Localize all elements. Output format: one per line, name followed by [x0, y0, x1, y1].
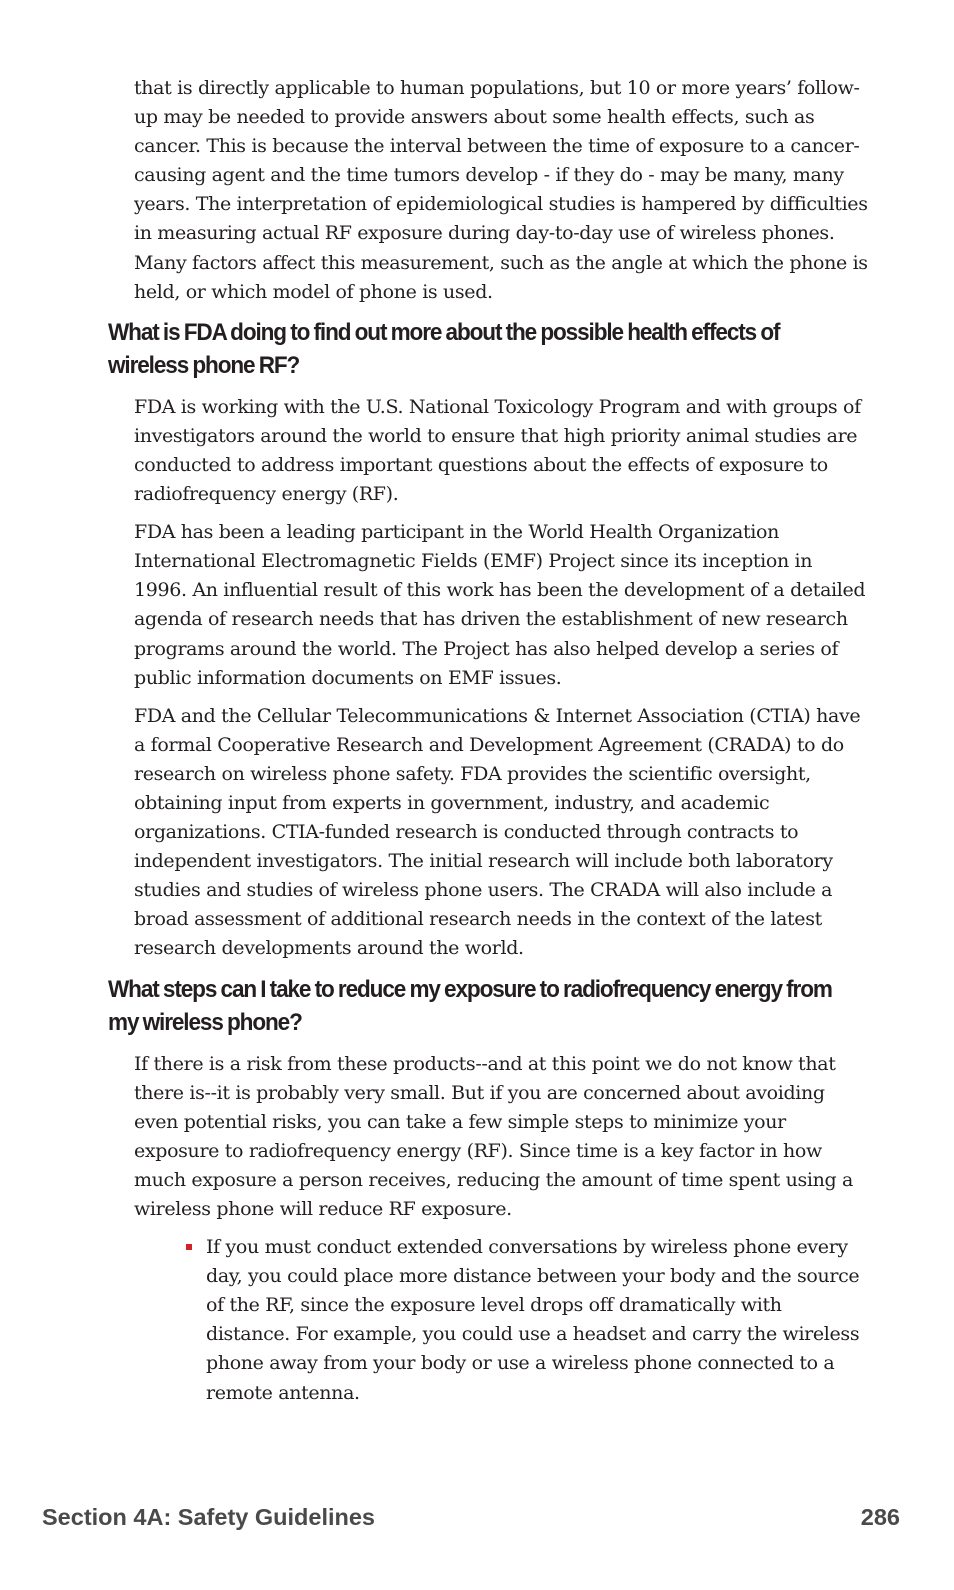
section-heading-fda-research: What is FDA doing to find out more about the possible health effects of wireless phone RF?: [108, 318, 780, 380]
section-heading-reduce-exposure: What steps can I take to reduce my exposure to radiofrequency energy from my wireless phone?: [108, 975, 832, 1037]
list-item: [206, 1233, 868, 1408]
paragraph-risk: If there is a risk from these products--and at this point we do not know that there is--it is probably very small. But if you are concerned about avoiding even potential risks, you can take a few simple steps to minimize your exposure to radiofrequency energy (RF). Since time is a key factor in how much exposure a person receives, reducing the amount of time spent using a wireless phone will reduce RF exposure.: [134, 1052, 853, 1220]
bullet-text: If you must conduct extended conversations by wireless phone every day, you could place more distance between your body and the source of the RF, since the exposure level drops off dramatically with distance. For example, you could use a headset and carry the wireless phone away from your body or use a wireless phone connected to a remote antenna.: [206, 1236, 860, 1404]
paragraph-ctia-crada: FDA and the Cellular Telecommunications & Internet Association (CTIA) have a formal Cooperative Research and Development Agreement (CRADA) to do research on wireless phone safety. FDA provides the scientific oversight, obtaining input from experts in government, industry, and academic organizations. CTIA-funded research is conducted through contracts to independent investigators. The initial research will include both laboratory studies and studies of wireless phone users. The CRADA will also include a broad assessment of additional research needs in the context of the latest research developments around the world.: [134, 704, 861, 960]
intro-paragraph: that is directly applicable to human populations, but 10 or more years’ follow-up may be needed to provide answers about some health effects, such as cancer. This is because the interval between the time of exposure to a cancer-causing agent and the time tumors develop - if they do - may be many, many years. The interpretation of epidemiological studies is hampered by difficulties in measuring actual RF exposure during day-to-day use of wireless phones. Many factors affect this measurement, such as the angle at which the phone is held, or which model of phone is used.: [134, 77, 868, 303]
paragraph-who-emf: FDA has been a leading participant in the World Health Organization International Electromagnetic Fields (EMF) Project since its inception in 1996. An influential result of this work has been the development of a detailed agenda of research needs that has driven the establishment of new research programs around the world. The Project has also helped develop a series of public information documents on EMF issues.: [134, 521, 866, 689]
footer-section-title: Section 4A: Safety Guidelines: [42, 1504, 376, 1530]
paragraph-ntp: FDA is working with the U.S. National Toxicology Program and with groups of investigators around the world to ensure that high priority animal studies are conducted to address important questions about the effects of exposure to radiofrequency energy (RF).: [134, 395, 861, 506]
page-content: [108, 74, 868, 1408]
page-number: 286: [860, 1504, 900, 1530]
square-bullet-icon: [186, 1244, 192, 1250]
